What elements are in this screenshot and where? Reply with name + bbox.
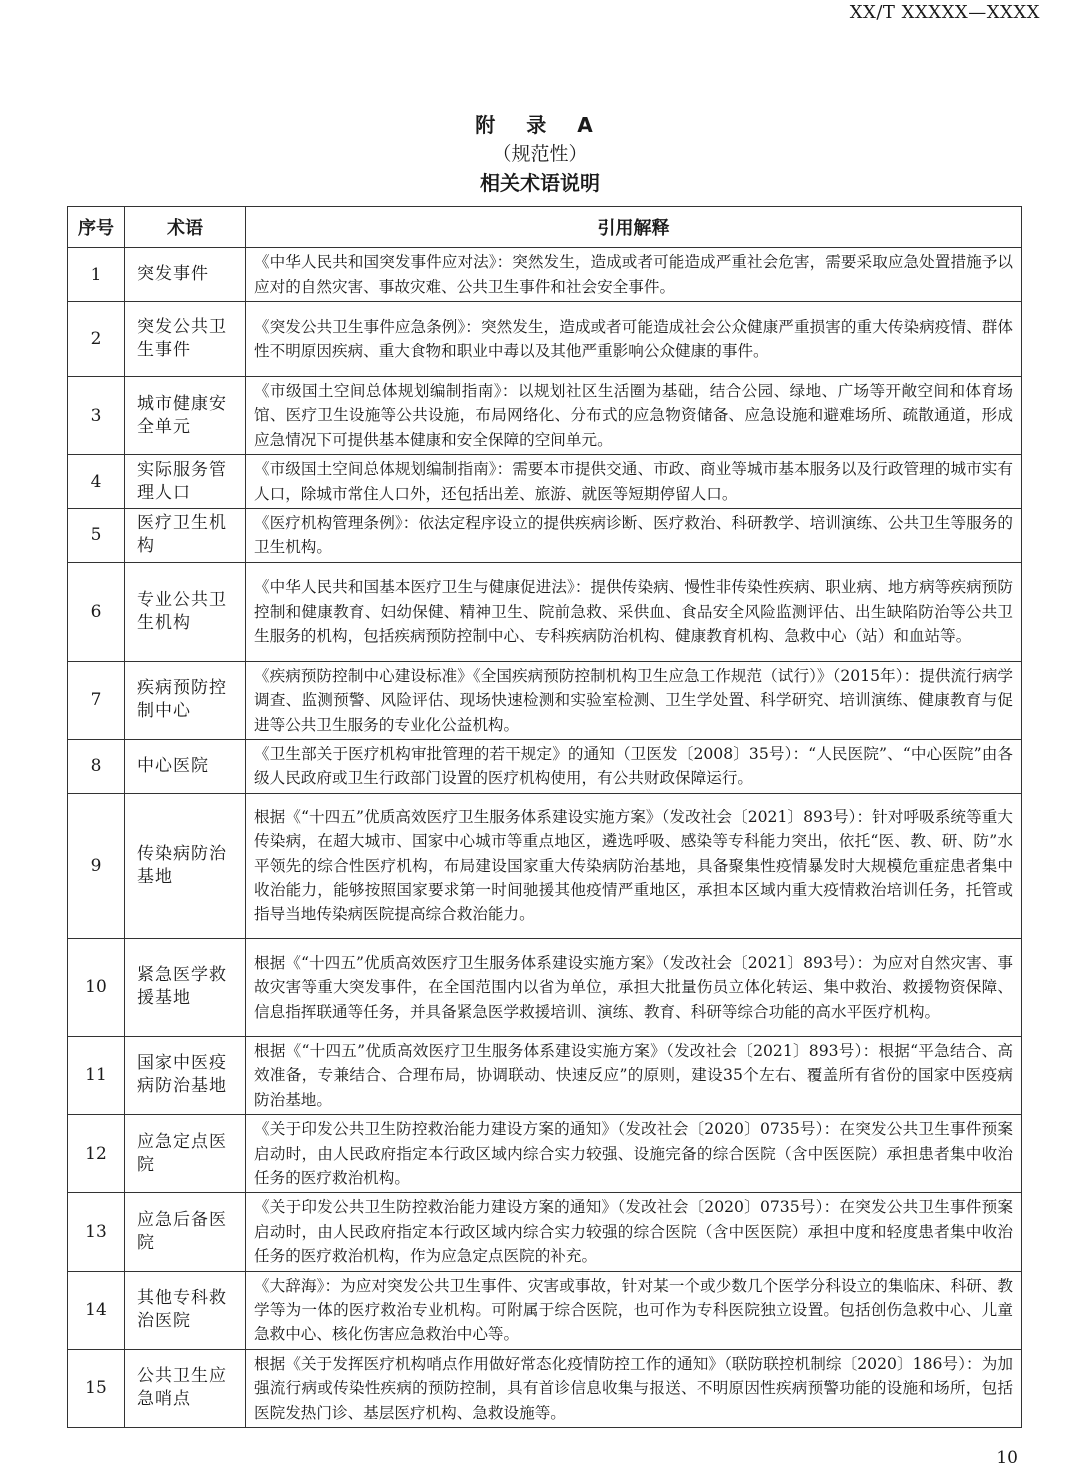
row-term: 传染病防治基地 (125, 793, 246, 938)
row-desc: 《突发公共卫生事件应急条例》：突然发生，造成或者可能造成社会公众健康严重损害的重大传染病疫情、群体性不明原因疾病、重大食物和职业中毒以及其他严重影响公众健康的事件。 (246, 302, 1022, 377)
table-header-row (68, 207, 1022, 248)
row-term: 突发事件 (125, 248, 246, 302)
row-num: 3 (68, 377, 125, 455)
row-desc: 根据《“十四五”优质高效医疗卫生服务体系建设实施方案》（发改社会〔2021〕893号）：为应对自然灾害、事故灾害等重大突发事件，在全国范围内以省为单位，承担大批量伤员立体化转运、集中救治、救援物资保障、信息指挥联通等任务，并具备紧急医学救援培训、演练、教育、科研等综合功能的高水平医疗机构。 (246, 938, 1022, 1036)
table-row (68, 1193, 1022, 1271)
row-desc: 《关于印发公共卫生防控救治能力建设方案的通知》（发改社会〔2020〕0735号）：在突发公共卫生事件预案启动时，由人民政府指定本行政区域内综合实力较强、设施完备的综合医院（含中医医院）承担患者集中收治任务的医疗救治机构。 (246, 1115, 1022, 1193)
row-term: 公共卫生应急哨点 (125, 1349, 246, 1427)
table-row (68, 793, 1022, 938)
table-row (68, 302, 1022, 377)
row-num: 12 (68, 1115, 125, 1193)
appendix-title: 附 录 A (475, 113, 605, 137)
row-desc: 《关于印发公共卫生防控救治能力建设方案的通知》（发改社会〔2020〕0735号）：在突发公共卫生事件预案启动时，由人民政府指定本行政区域内综合实力较强的综合医院（含中医医院）承担中度和轻度患者集中收治任务的医疗救治机构，作为应急定点医院的补充。 (246, 1193, 1022, 1271)
row-term: 国家中医疫病防治基地 (125, 1036, 246, 1114)
row-term: 专业公共卫生机构 (125, 562, 246, 661)
row-num: 8 (68, 740, 125, 794)
appendix-nature: （规范性） (492, 143, 588, 165)
row-desc: 《市级国土空间总体规划编制指南》：以规划社区生活圈为基础，结合公园、绿地、广场等开敞空间和体育场馆、医疗卫生设施等公共设施，布局网络化、分布式的应急物资储备、应急设施和避难场所、疏散通道，形成应急情况下可提供基本健康和安全保障的空间单元。 (246, 377, 1022, 455)
row-num: 2 (68, 302, 125, 377)
table-row (68, 248, 1022, 302)
row-term: 突发公共卫生事件 (125, 302, 246, 377)
row-term: 应急后备医院 (125, 1193, 246, 1271)
standard-code: XX/T XXXXX—XXXX (849, 2, 1040, 23)
table-row (68, 562, 1022, 661)
table-row (68, 1271, 1022, 1349)
row-num: 14 (68, 1271, 125, 1349)
page-number: 10 (996, 1448, 1018, 1468)
table-row (68, 509, 1022, 563)
row-term: 实际服务管理人口 (125, 455, 246, 509)
row-num: 7 (68, 661, 125, 739)
table-row (68, 1036, 1022, 1114)
row-desc: 根据《“十四五”优质高效医疗卫生服务体系建设实施方案》（发改社会〔2021〕893号）：针对呼吸系统等重大传染病，在超大城市、国家中心城市等重点地区，遴选呼吸、感染等专科能力突出，依托“医、教、研、防”水平领先的综合性医疗机构，布局建设国家重大传染病防治基地，具备聚集性疫情暴发时大规模危重症患者集中收治能力，能够按照国家要求第一时间驰援其他疫情严重地区，承担本区域内重大疫情救治培训任务，托管或指导当地传染病医院提高综合救治能力。 (246, 793, 1022, 938)
table-row (68, 377, 1022, 455)
row-num: 15 (68, 1349, 125, 1427)
row-num: 1 (68, 248, 125, 302)
row-term: 紧急医学救援基地 (125, 938, 246, 1036)
row-num: 9 (68, 793, 125, 938)
row-term: 应急定点医院 (125, 1115, 246, 1193)
header-desc: 引用解释 (246, 207, 1022, 248)
header-num: 序号 (68, 207, 125, 248)
title-block (0, 110, 1080, 198)
row-desc: 《市级国土空间总体规划编制指南》：需要本市提供交通、市政、商业等城市基本服务以及行政管理的城市实有人口，除城市常住人口外，还包括出差、旅游、就医等短期停留人口。 (246, 455, 1022, 509)
terms-table (67, 206, 1022, 1428)
header-term: 术语 (125, 207, 246, 248)
row-num: 5 (68, 509, 125, 563)
row-term: 其他专科救治医院 (125, 1271, 246, 1349)
row-term: 城市健康安全单元 (125, 377, 246, 455)
row-desc: 根据《关于发挥医疗机构哨点作用做好常态化疫情防控工作的通知》（联防联控机制综〔2020〕186号）：为加强流行病或传染性疾病的预防控制，具有首诊信息收集与报送、不明原因性疾病预警功能的设施和场所，包括医院发热门诊、基层医疗机构、急救设施等。 (246, 1349, 1022, 1427)
table-row (68, 1115, 1022, 1193)
row-num: 13 (68, 1193, 125, 1271)
table-row (68, 661, 1022, 739)
table-row (68, 938, 1022, 1036)
row-num: 6 (68, 562, 125, 661)
row-desc: 《医疗机构管理条例》：依法定程序设立的提供疾病诊断、医疗救治、科研教学、培训演练、公共卫生等服务的卫生机构。 (246, 509, 1022, 563)
row-desc: 根据《“十四五”优质高效医疗卫生服务体系建设实施方案》（发改社会〔2021〕893号）：根据“平急结合、高效准备，专兼结合、合理布局，协调联动、快速反应”的原则，建设35个左右、覆盖所有省份的国家中医疫病防治基地。 (246, 1036, 1022, 1114)
table-row (68, 1349, 1022, 1427)
table-row (68, 455, 1022, 509)
row-desc: 《卫生部关于医疗机构审批管理的若干规定》的通知（卫医发〔2008〕35号）：“人民医院”、“中心医院”由各级人民政府或卫生行政部门设置的医疗机构使用，有公共财政保障运行。 (246, 740, 1022, 794)
row-desc: 《疾病预防控制中心建设标准》《全国疾病预防控制机构卫生应急工作规范（试行）》（2015年）：提供流行病学调查、监测预警、风险评估、现场快速检测和实验室检测、卫生学处置、科学研究、培训演练、健康教育与促进等公共卫生服务的专业化公益机构。 (246, 661, 1022, 739)
row-desc: 《大辞海》：为应对突发公共卫生事件、灾害或事故，针对某一个或少数几个医学分科设立的集临床、科研、教学等为一体的医疗救治专业机构。可附属于综合医院，也可作为专科医院独立设置。包括创伤急救中心、儿童急救中心、核化伤害应急救治中心等。 (246, 1271, 1022, 1349)
row-desc: 《中华人民共和国基本医疗卫生与健康促进法》：提供传染病、慢性非传染性疾病、职业病、地方病等疾病预防控制和健康教育、妇幼保健、精神卫生、院前急救、采供血、食品安全风险监测评估、出生缺陷防治等公共卫生服务的机构，包括疾病预防控制中心、专科疾病防治机构、健康教育机构、急救中心（站）和血站等。 (246, 562, 1022, 661)
row-num: 4 (68, 455, 125, 509)
row-term: 医疗卫生机构 (125, 509, 246, 563)
table-row (68, 740, 1022, 794)
row-num: 10 (68, 938, 125, 1036)
appendix-name: 相关术语说明 (480, 171, 600, 195)
row-term: 疾病预防控制中心 (125, 661, 246, 739)
row-num: 11 (68, 1036, 125, 1114)
row-desc: 《中华人民共和国突发事件应对法》：突然发生，造成或者可能造成严重社会危害，需要采取应急处置措施予以应对的自然灾害、事故灾难、公共卫生事件和社会安全事件。 (246, 248, 1022, 302)
row-term: 中心医院 (125, 740, 246, 794)
